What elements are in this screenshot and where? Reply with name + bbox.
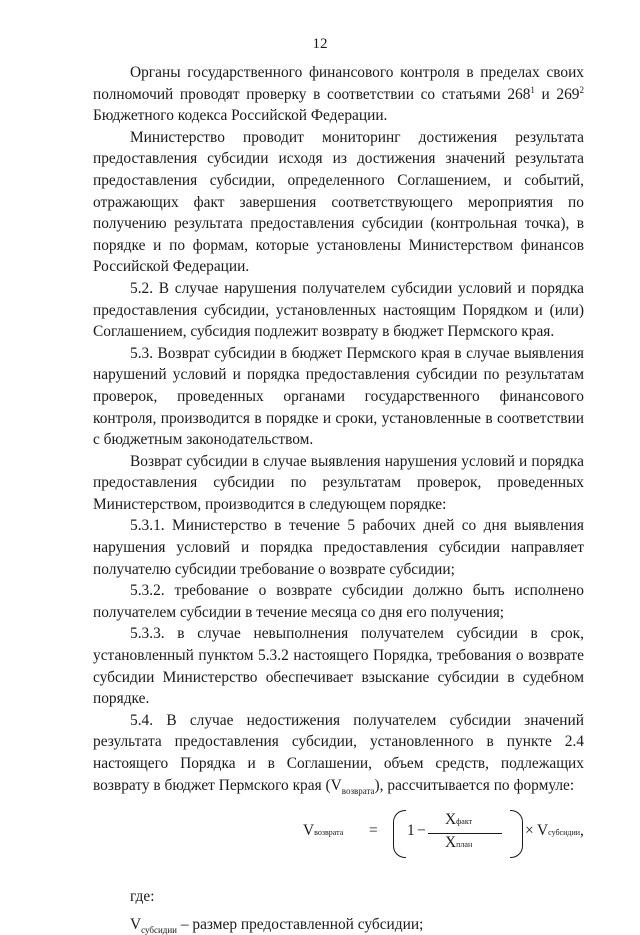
paragraph-5-3: 5.3. Возврат субсидии в бюджет Пермского края в случае выявления нарушений условий и порядка предоставления субсидии по результатам проверок, проведенных органами государственного финансового контроля, производится в порядке и сроки, установленные в соответствии с бюджетным законодательством.: [93, 344, 584, 449]
paragraph-text: и 269: [534, 85, 580, 103]
paragraph-5-3-3: 5.3.3. в случае невыполнения получателем субсидии в срок, установленный пунктом 5.3.2 настоящего Порядка, требования о возврате субсидии Министерство обеспечивает взыскание субсидии в судебном порядке.: [93, 625, 584, 708]
document-body: [93, 62, 584, 935]
formula-times: ×: [525, 822, 534, 840]
left-parenthesis: [393, 810, 406, 858]
formula-block: [93, 800, 584, 880]
definition-line: $V_{субсидии}$ – размер предоставленной субсидии;: [130, 915, 424, 935]
formula-numerator: Xфакт: [445, 811, 473, 829]
formula-rhs: Vсубсидии,: [537, 822, 584, 840]
formula: [303, 811, 640, 866]
formula-one: 1: [407, 822, 415, 840]
subscript: субсидии: [141, 924, 177, 935]
paragraph-5-3-2: 5.3.2. требование о возврате субсидии должно быть исполнено получателем субсидии в течение месяца со дня его получения;: [93, 582, 584, 621]
right-parenthesis: [510, 810, 523, 858]
paragraph-5-4: [93, 710, 584, 796]
paragraph-5-3-1: 5.3.1. Министерство в течение 5 рабочих дней со дня выявления нарушения условий и порядка предоставления субсидии направляет получателю субсидии требование о возврате субсидии;: [93, 517, 584, 578]
paragraph-text: Органы государственного финансового контроля в пределах своих полномочий проводят проверку в соответствии со статьями 268: [93, 64, 584, 103]
formula-minus: −: [417, 822, 426, 840]
paragraph-5-2: 5.2. В случае нарушения получателем субсидии условий и порядка предоставления субсидии, установленных настоящим Порядком и (или) Соглашением, субсидия подлежит возврату в бюджет Пермского края.: [93, 279, 584, 341]
where-label: где:: [130, 888, 155, 906]
formula-equals: =: [369, 822, 378, 840]
paragraph-text: 5.4. В случае недостижения получателем субсидии значений результата предоставления субсидии, установленного в пункте 2.4 настоящего Порядка и в Соглашении, объем средств, подлежащих возврату в бюджет Пермского края (V: [93, 711, 584, 794]
formula-denominator: Xплан: [445, 834, 473, 852]
paragraph-return-procedure: Возврат субсидии в случае выявления нарушения условий и порядка предоставления субсидии по результатам проверок, проведенных Министерством, производится в следующем порядке:: [93, 452, 584, 513]
paragraph-monitoring: Министерство проводит мониторинг достижения результата предоставления субсидии исходя из достижения значений результата предоставления субсидии, определенного Соглашением, и событий, отражающих факт завершения соответствующего мероприятия по получению результата предоставления субсидии (контрольная точка), в порядке и по формам, которые установлены Министерством финансов Российской Федерации.: [93, 128, 584, 276]
superscript: 1: [530, 84, 535, 95]
paragraph-text: ), рассчитывается по формуле:: [374, 776, 575, 794]
paragraph-text: Бюджетного кодекса Российской Федерации.: [93, 107, 388, 125]
superscript: 2: [579, 84, 584, 95]
subscript: возврата: [341, 785, 375, 796]
page-number: 12: [312, 36, 328, 52]
formula-lhs: Vвозврата: [303, 822, 344, 840]
paragraph-control-bodies: [93, 62, 584, 127]
